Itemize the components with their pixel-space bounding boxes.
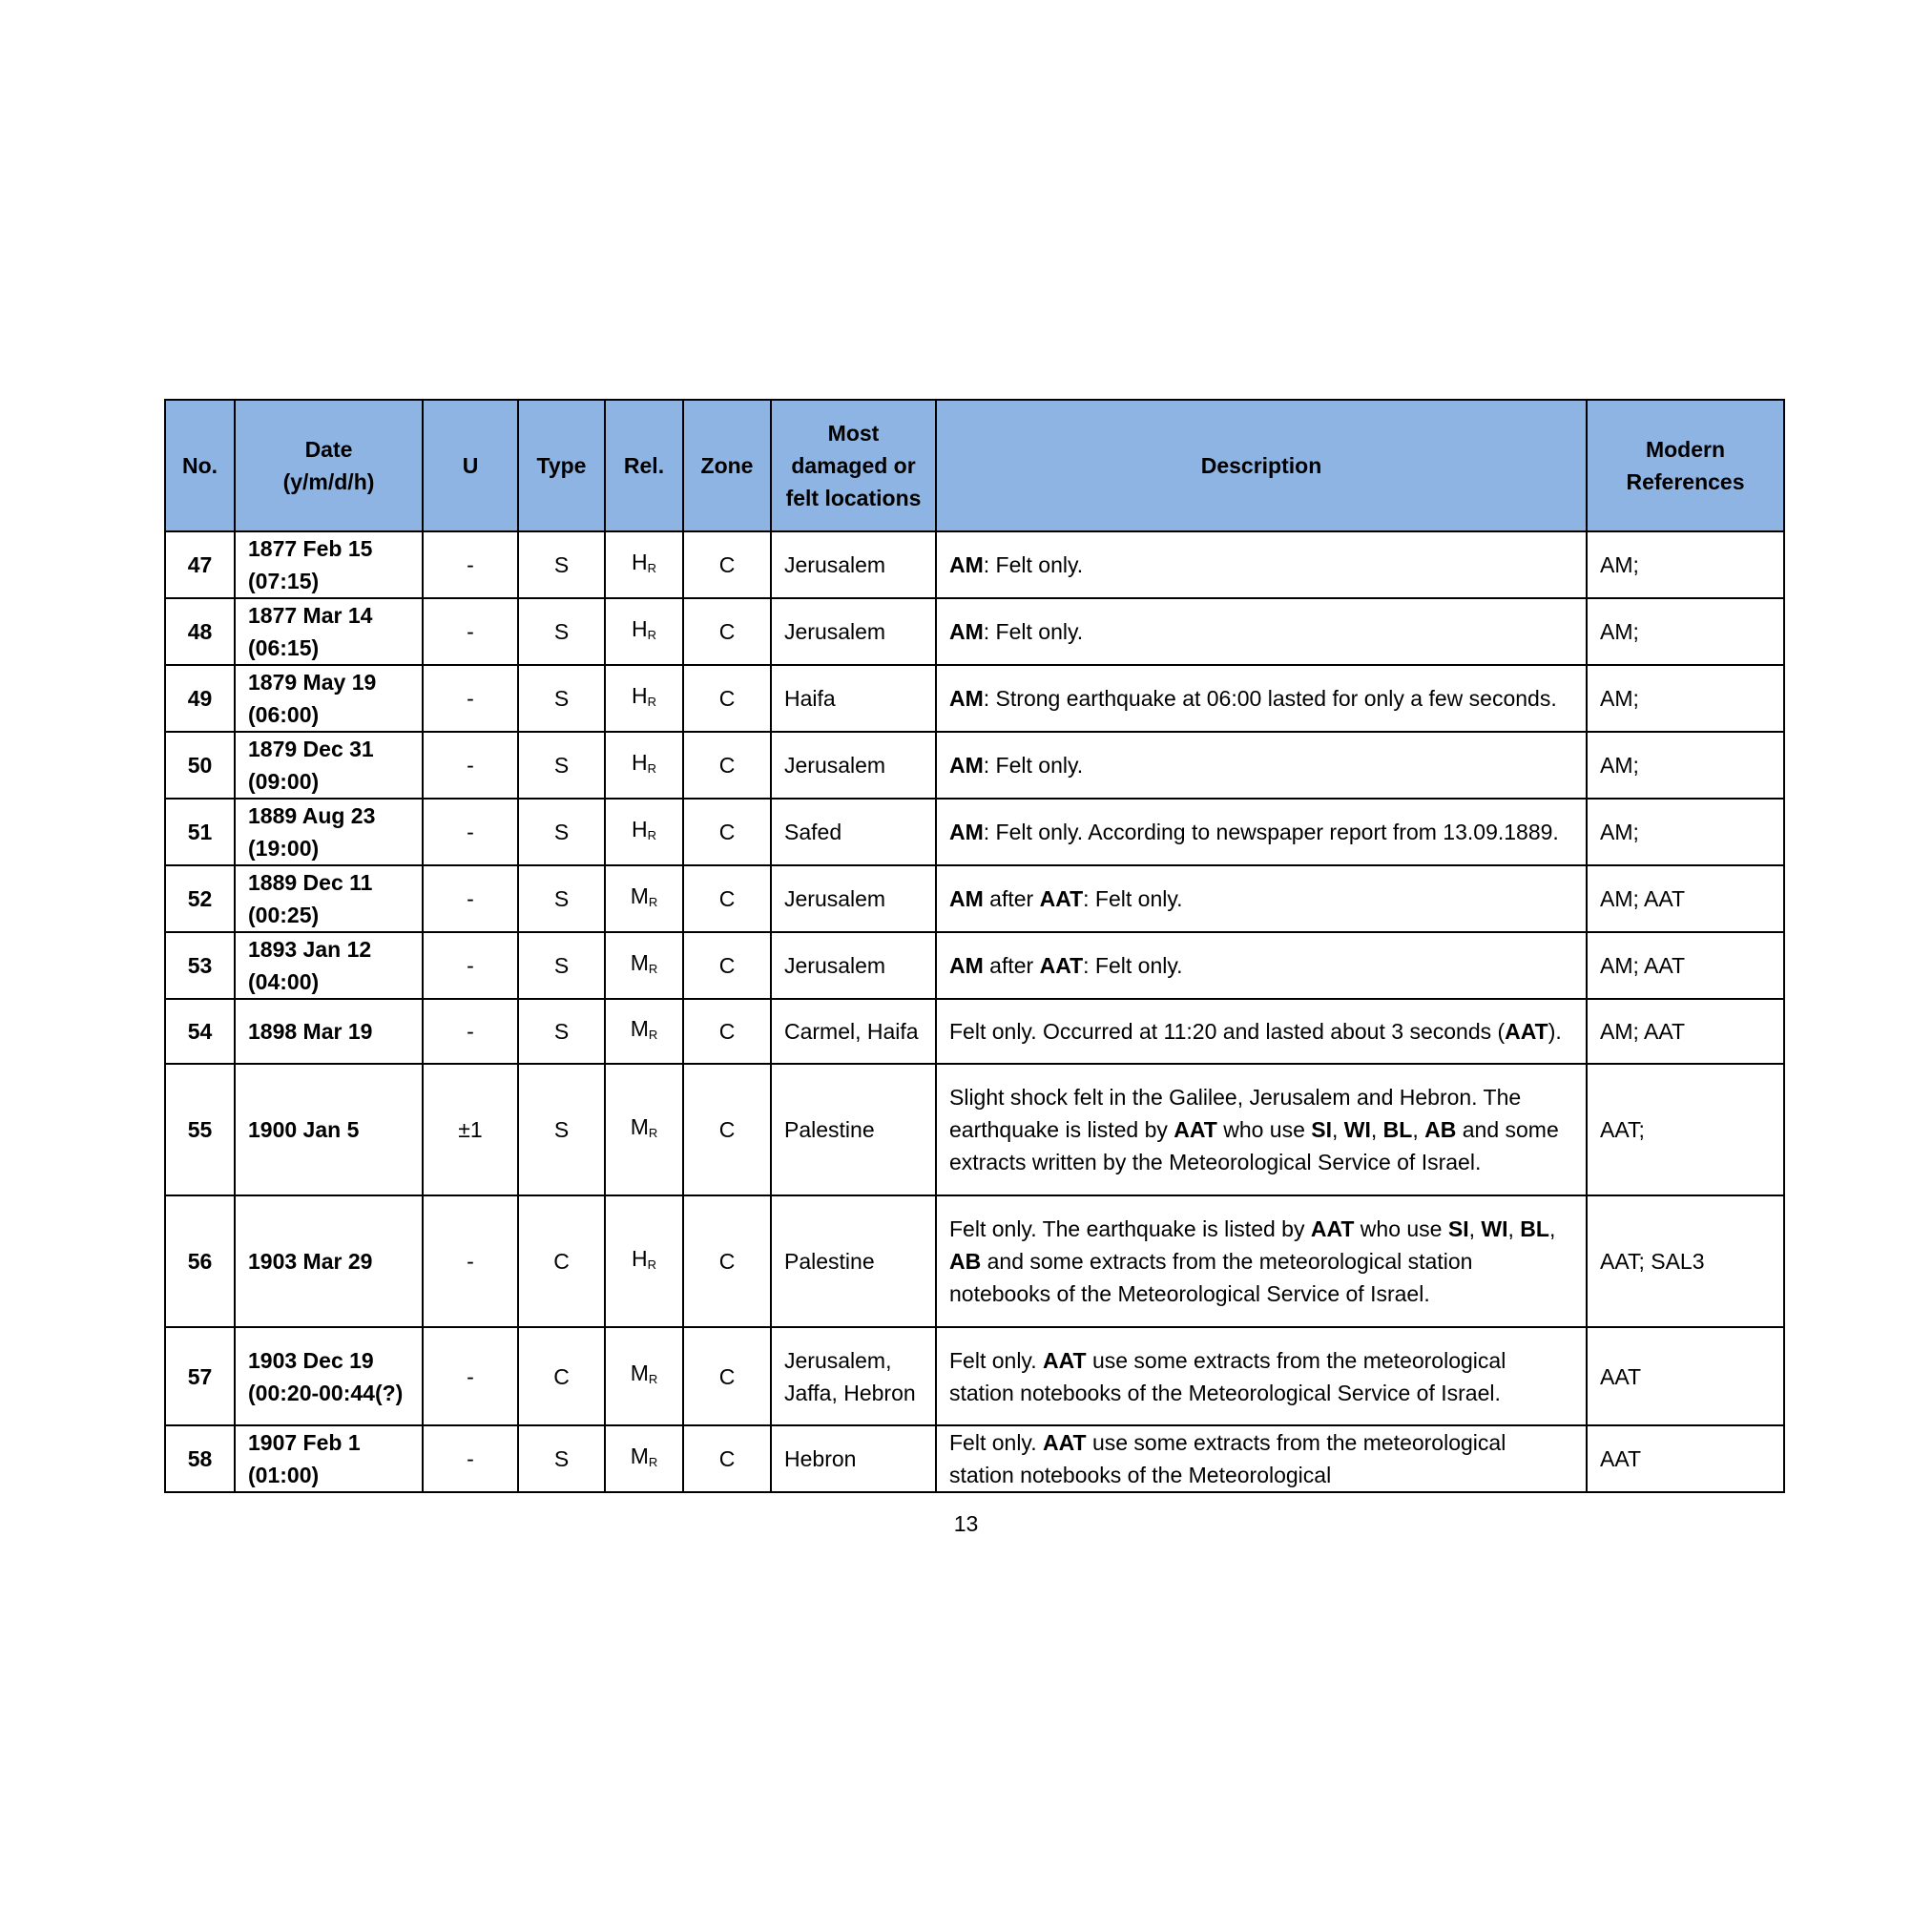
cell-locations: Palestine xyxy=(771,1195,936,1327)
cell-type: S xyxy=(518,865,605,932)
description-text: Felt only. Occurred at 11:20 and lasted about 3 seconds ( xyxy=(949,1019,1506,1044)
cell-references: AM; xyxy=(1587,531,1784,598)
cell-date: 1879 May 19 (06:00) xyxy=(235,665,423,732)
description-text: : Felt only. xyxy=(983,753,1084,778)
cell-locations: Jerusalem xyxy=(771,932,936,999)
cell-no: 55 xyxy=(165,1064,235,1195)
description-source-abbrev: AM xyxy=(949,619,984,644)
cell-date: 1903 Dec 19 (00:20-00:44(?) xyxy=(235,1327,423,1425)
cell-zone: C xyxy=(683,531,771,598)
cell-references: AM; AAT xyxy=(1587,999,1784,1064)
description-source-abbrev: AAT xyxy=(1043,1430,1087,1455)
cell-no: 56 xyxy=(165,1195,235,1327)
cell-description xyxy=(936,732,1587,799)
rel-subscript: R xyxy=(647,827,656,842)
table-row xyxy=(165,865,1784,932)
table-row xyxy=(165,1425,1784,1492)
description-source-abbrev: SI xyxy=(1447,1216,1469,1241)
cell-no: 49 xyxy=(165,665,235,732)
description-source-abbrev: AAT xyxy=(1043,1347,1087,1373)
cell-references: AM; xyxy=(1587,732,1784,799)
description-source-abbrev: AAT xyxy=(1505,1019,1548,1044)
cell-type: C xyxy=(518,1195,605,1327)
cell-u: - xyxy=(423,732,518,799)
cell-u: - xyxy=(423,799,518,865)
cell-zone: C xyxy=(683,799,771,865)
cell-u: - xyxy=(423,1425,518,1492)
cell-description xyxy=(936,665,1587,732)
cell-references: AAT xyxy=(1587,1425,1784,1492)
cell-references: AM; AAT xyxy=(1587,865,1784,932)
rel-subscript: R xyxy=(647,760,656,776)
cell-description xyxy=(936,799,1587,865)
description-source-abbrev: AM xyxy=(949,753,984,778)
cell-rel xyxy=(605,665,683,732)
cell-date: 1877 Feb 15 (07:15) xyxy=(235,531,423,598)
cell-date: 1898 Mar 19 xyxy=(235,999,423,1064)
rel-subscript: R xyxy=(647,694,656,709)
description-text: , xyxy=(1412,1117,1425,1142)
cell-description xyxy=(936,1425,1587,1492)
cell-locations: Jerusalem, Jaffa, Hebron xyxy=(771,1327,936,1425)
description-text: , xyxy=(1370,1117,1383,1142)
rel-base: H xyxy=(631,682,648,708)
description-source-abbrev: WI xyxy=(1481,1216,1508,1241)
description-text: Felt only. The earthquake is listed by xyxy=(949,1216,1311,1241)
table-row xyxy=(165,999,1784,1064)
table-row xyxy=(165,665,1784,732)
rel-subscript: R xyxy=(648,1027,658,1042)
cell-zone: C xyxy=(683,932,771,999)
cell-references: AAT; SAL3 xyxy=(1587,1195,1784,1327)
cell-u: - xyxy=(423,999,518,1064)
cell-zone: C xyxy=(683,732,771,799)
description-text: , xyxy=(1548,1216,1556,1241)
header-description: Description xyxy=(936,400,1587,531)
cell-description xyxy=(936,1195,1587,1327)
cell-references: AM; xyxy=(1587,598,1784,665)
cell-references: AM; xyxy=(1587,799,1784,865)
cell-date: 1900 Jan 5 xyxy=(235,1064,423,1195)
cell-date: 1879 Dec 31 (09:00) xyxy=(235,732,423,799)
rel-subscript: R xyxy=(648,894,658,909)
cell-no: 48 xyxy=(165,598,235,665)
cell-date: 1893 Jan 12 (04:00) xyxy=(235,932,423,999)
description-source-abbrev: AM xyxy=(949,552,984,577)
cell-rel xyxy=(605,932,683,999)
cell-rel xyxy=(605,732,683,799)
description-text: : Felt only. xyxy=(1083,953,1183,978)
page-number: 13 xyxy=(953,1511,979,1536)
description-text: and some extracts from the meteorological station notebooks of the Meteorological Service of Israel. xyxy=(949,1249,1473,1306)
cell-description xyxy=(936,865,1587,932)
cell-type: S xyxy=(518,799,605,865)
cell-description xyxy=(936,999,1587,1064)
cell-no: 57 xyxy=(165,1327,235,1425)
cell-rel xyxy=(605,1425,683,1492)
description-source-abbrev: AM xyxy=(949,820,984,844)
header-rel: Rel. xyxy=(605,400,683,531)
cell-u: - xyxy=(423,932,518,999)
cell-zone: C xyxy=(683,999,771,1064)
table-row xyxy=(165,1327,1784,1425)
rel-subscript: R xyxy=(648,1454,658,1469)
cell-description xyxy=(936,598,1587,665)
description-text: , xyxy=(1507,1216,1521,1241)
description-source-abbrev: AM xyxy=(949,953,984,978)
description-text: Felt only. xyxy=(949,1347,1043,1373)
rel-subscript: R xyxy=(648,1125,658,1140)
rel-base: H xyxy=(631,549,648,574)
cell-rel xyxy=(605,999,683,1064)
description-text: use some extracts from the meteorological station notebooks of the Meteorological Service of Israel. xyxy=(949,1347,1506,1405)
cell-locations: Jerusalem xyxy=(771,865,936,932)
cell-rel xyxy=(605,1064,683,1195)
rel-base: H xyxy=(631,816,648,841)
earthquake-catalog-table xyxy=(164,399,1785,1493)
cell-zone: C xyxy=(683,598,771,665)
cell-date: 1889 Aug 23 (19:00) xyxy=(235,799,423,865)
cell-zone: C xyxy=(683,1064,771,1195)
cell-locations: Safed xyxy=(771,799,936,865)
cell-type: S xyxy=(518,665,605,732)
cell-type: S xyxy=(518,1425,605,1492)
description-text: : Felt only. xyxy=(1083,886,1183,911)
rel-base: M xyxy=(630,1113,649,1139)
description-text: ). xyxy=(1548,1019,1562,1044)
rel-subscript: R xyxy=(648,1372,658,1386)
description-text: who use xyxy=(1354,1216,1448,1241)
description-text: , xyxy=(1468,1216,1482,1241)
rel-base: M xyxy=(630,949,649,975)
description-source-abbrev: WI xyxy=(1343,1117,1371,1142)
description-text: after xyxy=(983,953,1040,978)
cell-type: S xyxy=(518,598,605,665)
rel-base: H xyxy=(631,615,648,641)
description-text: : Felt only. xyxy=(983,552,1084,577)
cell-u: - xyxy=(423,531,518,598)
cell-rel xyxy=(605,865,683,932)
rel-base: H xyxy=(631,1245,648,1271)
cell-type: S xyxy=(518,1064,605,1195)
cell-u: ±1 xyxy=(423,1064,518,1195)
cell-no: 53 xyxy=(165,932,235,999)
description-text: after xyxy=(983,886,1040,911)
cell-date: 1903 Mar 29 xyxy=(235,1195,423,1327)
cell-rel xyxy=(605,531,683,598)
rel-base: M xyxy=(630,1443,649,1468)
table-row xyxy=(165,1064,1784,1195)
table-row xyxy=(165,732,1784,799)
description-source-abbrev: BL xyxy=(1520,1216,1549,1241)
cell-zone: C xyxy=(683,1425,771,1492)
header-type: Type xyxy=(518,400,605,531)
cell-locations: Palestine xyxy=(771,1064,936,1195)
description-source-abbrev: BL xyxy=(1382,1117,1413,1142)
cell-u: - xyxy=(423,1195,518,1327)
table-row xyxy=(165,598,1784,665)
header-no: No. xyxy=(165,400,235,531)
header-references: Modern References xyxy=(1587,400,1784,531)
rel-subscript: R xyxy=(647,627,656,642)
cell-description xyxy=(936,1064,1587,1195)
description-source-abbrev: AAT xyxy=(1310,1216,1355,1241)
cell-u: - xyxy=(423,665,518,732)
cell-rel xyxy=(605,1195,683,1327)
description-text: Slight shock felt in the Galilee, Jerusalem and Hebron. The earthquake is listed by xyxy=(949,1085,1522,1142)
table-row xyxy=(165,1195,1784,1327)
cell-no: 47 xyxy=(165,531,235,598)
description-text: , xyxy=(1332,1117,1344,1142)
cell-u: - xyxy=(423,598,518,665)
description-text: Felt only. xyxy=(949,1430,1043,1455)
cell-no: 58 xyxy=(165,1425,235,1492)
description-source-abbrev: AAT xyxy=(1174,1117,1217,1142)
description-text: use some extracts from the meteorological station notebooks of the Meteorological xyxy=(949,1430,1506,1487)
cell-locations: Hebron xyxy=(771,1425,936,1492)
description-source-abbrev: AAT xyxy=(1039,953,1084,978)
header-zone: Zone xyxy=(683,400,771,531)
cell-type: S xyxy=(518,531,605,598)
description-source-abbrev: AM xyxy=(949,686,984,711)
cell-locations: Jerusalem xyxy=(771,598,936,665)
description-source-abbrev: AAT xyxy=(1039,886,1084,911)
rel-base: H xyxy=(631,749,648,775)
description-text: : Strong earthquake at 06:00 lasted for only a few seconds. xyxy=(983,686,1557,711)
cell-references: AM; xyxy=(1587,665,1784,732)
cell-description xyxy=(936,932,1587,999)
cell-type: C xyxy=(518,1327,605,1425)
cell-rel xyxy=(605,1327,683,1425)
description-source-abbrev: SI xyxy=(1311,1117,1332,1142)
rel-base: M xyxy=(630,1361,649,1385)
cell-locations: Haifa xyxy=(771,665,936,732)
cell-references: AM; AAT xyxy=(1587,932,1784,999)
rel-subscript: R xyxy=(647,1257,656,1272)
description-source-abbrev: AB xyxy=(1424,1117,1457,1142)
rel-subscript: R xyxy=(647,560,656,575)
header-u: U xyxy=(423,400,518,531)
header-locations: Most damaged or felt locations xyxy=(771,400,936,531)
cell-references: AAT xyxy=(1587,1327,1784,1425)
cell-no: 54 xyxy=(165,999,235,1064)
description-text: : Felt only. According to newspaper report from 13.09.1889. xyxy=(983,820,1559,844)
cell-description xyxy=(936,1327,1587,1425)
description-text: and some extracts written by the Meteorological Service of Israel. xyxy=(949,1117,1559,1174)
rel-subscript: R xyxy=(648,961,658,976)
header-date: Date (y/m/d/h) xyxy=(235,400,423,531)
cell-type: S xyxy=(518,932,605,999)
cell-zone: C xyxy=(683,1327,771,1425)
description-source-abbrev: AM xyxy=(949,886,984,911)
cell-u: - xyxy=(423,865,518,932)
cell-no: 50 xyxy=(165,732,235,799)
description-text: : Felt only. xyxy=(983,619,1084,644)
cell-description xyxy=(936,531,1587,598)
rel-base: M xyxy=(630,883,649,908)
table-row xyxy=(165,932,1784,999)
cell-rel xyxy=(605,598,683,665)
description-text: who use xyxy=(1216,1117,1312,1142)
cell-zone: C xyxy=(683,665,771,732)
cell-type: S xyxy=(518,999,605,1064)
rel-base: M xyxy=(630,1015,649,1041)
cell-rel xyxy=(605,799,683,865)
description-source-abbrev: AB xyxy=(949,1249,982,1274)
cell-references: AAT; xyxy=(1587,1064,1784,1195)
table-row xyxy=(165,799,1784,865)
cell-date: 1907 Feb 1 (01:00) xyxy=(235,1425,423,1492)
cell-zone: C xyxy=(683,865,771,932)
cell-zone: C xyxy=(683,1195,771,1327)
table-row xyxy=(165,531,1784,598)
header-row xyxy=(165,400,1784,531)
cell-u: - xyxy=(423,1327,518,1425)
cell-date: 1889 Dec 11 (00:25) xyxy=(235,865,423,932)
table-body xyxy=(165,531,1784,1492)
cell-no: 51 xyxy=(165,799,235,865)
cell-locations: Jerusalem xyxy=(771,732,936,799)
cell-type: S xyxy=(518,732,605,799)
cell-date: 1877 Mar 14 (06:15) xyxy=(235,598,423,665)
cell-locations: Carmel, Haifa xyxy=(771,999,936,1064)
cell-no: 52 xyxy=(165,865,235,932)
cell-locations: Jerusalem xyxy=(771,531,936,598)
